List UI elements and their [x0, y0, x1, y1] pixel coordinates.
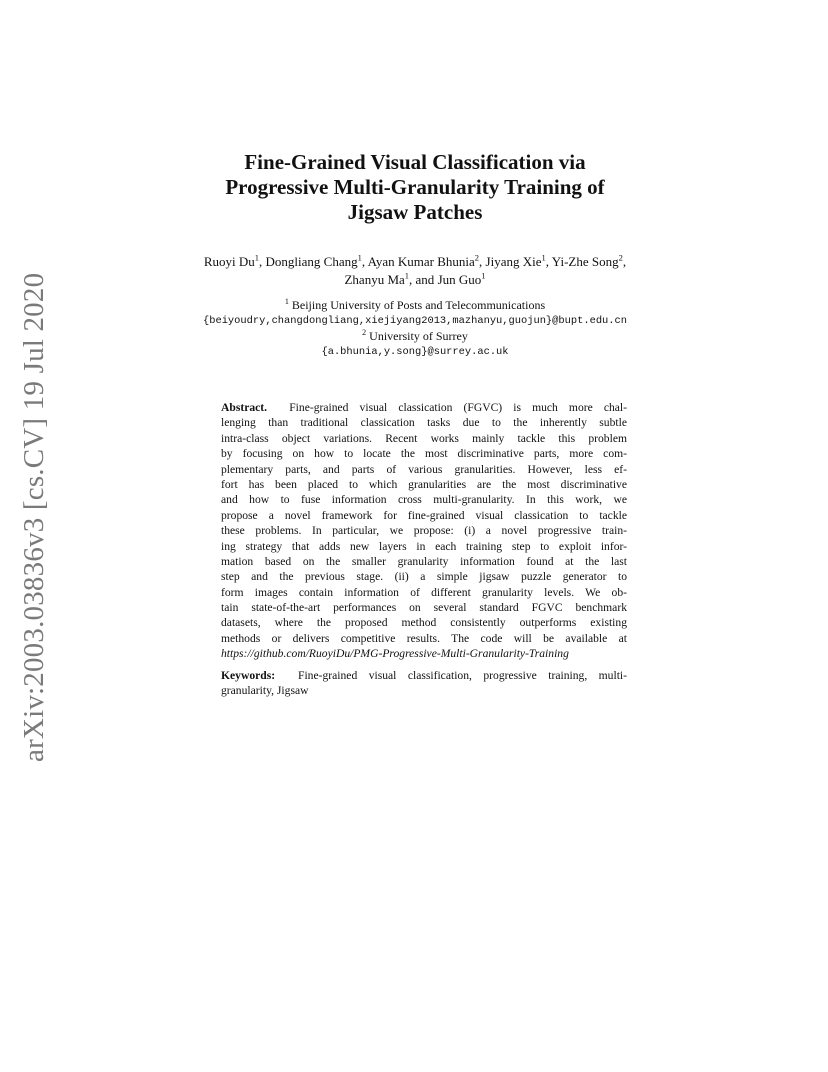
author-name: Yi-Zhe Song	[551, 254, 619, 269]
keywords-heading: Keywords:	[221, 669, 276, 682]
title-line: Jigsaw Patches	[347, 200, 483, 224]
abstract-line: methods or delivers competitive results. The code will be available at	[221, 631, 627, 645]
abstract-line: mation based on the smaller granularity information found at the last	[221, 554, 627, 568]
abstract-line: intra-class object variations. Recent works mainly tackle this problem	[221, 431, 627, 445]
keywords	[221, 668, 627, 699]
keywords-line: granularity, Jigsaw	[221, 684, 309, 698]
abstract-line: propose a novel framework for fine-grained visual classication to tackle	[221, 508, 627, 522]
abstract-line: tain state-of-the-art performances on several standard FGVC benchmark	[221, 601, 627, 615]
author-name: Ruoyi Du	[203, 254, 255, 269]
keywords-line: Keywords: Fine-grained visual classification, progressive training, multi-	[221, 669, 628, 682]
author-name: Dongliang Chang	[265, 254, 358, 269]
code-url-link[interactable]: https://github.com/RuoyiDu/PMG-Progressive-Multi-Granularity-Training	[221, 647, 569, 661]
affiliation-number: 1	[284, 297, 289, 306]
abstract-line: these problems. In particular, we propose: (i) a novel progressive train-	[221, 524, 627, 538]
abstract-line: plementary parts, and parts of various granularities. However, less ef-	[221, 462, 627, 476]
affiliations	[150, 298, 680, 360]
title-line: Progressive Multi-Granularity Training of	[225, 175, 605, 199]
author-affiliation-mark: 1	[481, 270, 486, 281]
author-affiliation-mark: 2	[474, 252, 480, 263]
abstract-line: by focusing on how to locate the most discriminative parts, more com-	[221, 447, 627, 461]
affiliation-emails: {beiyoudry,changdongliang,xiejiyang2013,mazhanyu,guojun}@bupt.edu.cn	[202, 314, 627, 327]
abstract-heading: Abstract.	[221, 401, 268, 414]
abstract-line: lenging than traditional classication tasks due to the inherently subtle	[221, 416, 627, 430]
author-affiliation-mark: 1	[254, 252, 260, 263]
abstract-line: and how to fuse information cross multi-granularity. In this work, we	[221, 493, 627, 507]
author-name: Ayan Kumar Bhunia	[367, 254, 475, 269]
abstract-line: fort has been placed to which granularities are the most discriminative	[221, 477, 627, 491]
author-name: Jun Guo	[437, 272, 482, 287]
affiliation-number: 2	[362, 328, 367, 337]
abstract-line: step and the previous stage. (ii) a simple jigsaw puzzle generator to	[221, 570, 627, 584]
title-line: Fine-Grained Visual Classification via	[244, 150, 586, 174]
abstract	[221, 400, 627, 662]
author-affiliation-mark: 1	[404, 270, 410, 281]
arxiv-identifier: arXiv:2003.03836v3 [cs.CV] 19 Jul 2020	[18, 272, 50, 762]
author-name: Zhanyu Ma	[344, 272, 405, 287]
abstract-line: ing strategy that adds new layers in each training step to exploit infor-	[221, 539, 627, 553]
abstract-line: Abstract. Fine-grained visual classication (FGVC) is much more chal-	[221, 401, 628, 414]
affiliation-institution: Beijing University of Posts and Telecommunications	[291, 298, 546, 312]
author-list: Ruoyi Du$^1$, Dongliang Chang$^1$, Ayan Kumar Bhunia$^2$, Jiyang Xie$^1$, Yi-Zhe Song$^2$, Zhanyu Ma$^1$, and Jun Guo$^1$	[203, 252, 627, 287]
paper-title	[150, 150, 680, 225]
affiliation-emails: {a.bhunia,y.song}@surrey.ac.uk	[321, 345, 509, 358]
author-affiliation-mark: 1	[357, 252, 362, 263]
author-affiliation-mark: 2	[618, 252, 623, 263]
author-affiliation-mark: 1	[541, 252, 546, 263]
affiliation-institution: University of Surrey	[369, 329, 468, 343]
affiliation-1	[150, 298, 680, 314]
author-name: Jiyang Xie	[485, 254, 542, 269]
affiliation-2	[150, 329, 680, 345]
abstract-line: datasets, where the proposed method consistently outperforms existing	[221, 616, 627, 630]
abstract-line: form images contain information of different granularity levels. We ob-	[221, 585, 627, 599]
